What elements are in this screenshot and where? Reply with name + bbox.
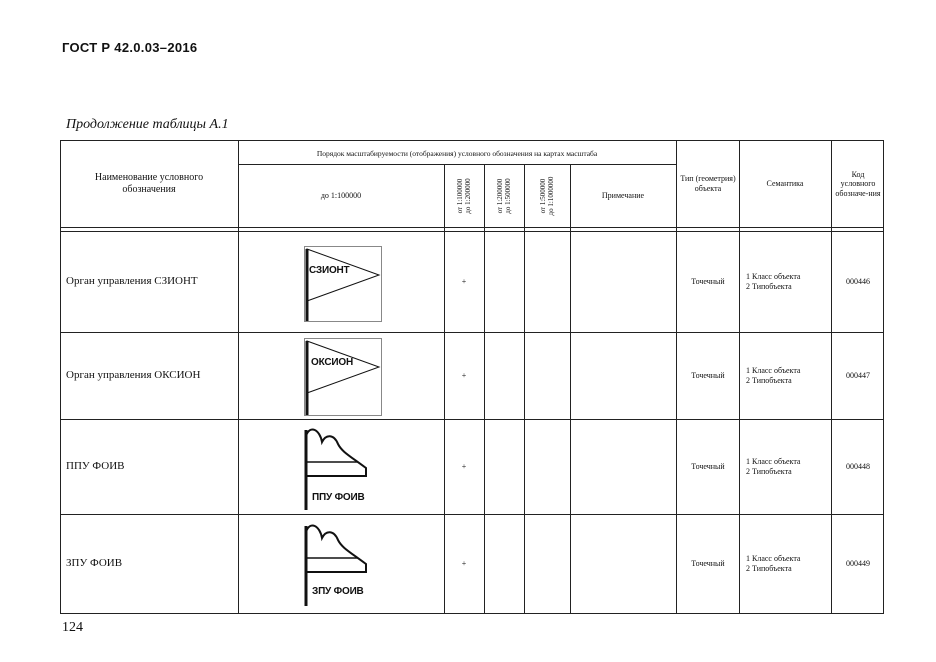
row-2-geometry: Точечный: [691, 371, 725, 381]
row-4-symbol: [300, 522, 386, 606]
pennant-flag-icon: [305, 247, 381, 321]
row-2-semantics: [746, 333, 830, 419]
row-3-semantics: [746, 420, 830, 514]
row-1-code: 000446: [846, 277, 870, 287]
table-caption: Продолжение таблицы А.1: [66, 117, 229, 132]
row-1-name: Орган управления СЗИОНТ: [66, 275, 198, 288]
row-1-scale-2: +: [461, 277, 467, 287]
row-2-name: Орган управления ОКСИОН: [66, 369, 201, 382]
header-scale-2: от 1:100000 до 1:200000: [455, 178, 472, 214]
row-4-name: ЗПУ ФОИВ: [66, 557, 123, 570]
header-name: Наименование условного обозначения: [94, 172, 204, 195]
row-1-semantics: [746, 232, 830, 332]
row-4-semantics-1: 1 Класс объекта: [746, 553, 801, 563]
row-4-symbol-label: ЗПУ ФОИВ: [312, 586, 364, 597]
header-scale-4-cell: [526, 166, 568, 226]
row-2-semantics-1: 1 Класс объекта: [746, 365, 801, 375]
row-3-symbol-label: ППУ ФОИВ: [312, 492, 365, 503]
header-code: Код условного обозначе-ния: [835, 169, 881, 198]
page-number: 124: [62, 620, 83, 635]
header-geometry: Тип (геометрия) объекта: [680, 174, 736, 193]
header-note: Примечание: [601, 191, 645, 201]
row-4-semantics: [746, 515, 830, 613]
row-2-code: 000447: [846, 371, 870, 381]
row-1-geometry: Точечный: [691, 277, 725, 287]
row-3-semantics-2: 2 Типобъекта: [746, 467, 792, 476]
symbols-table: [60, 140, 884, 614]
row-3-name: ППУ ФОИВ: [66, 460, 125, 473]
header-scale-1: до 1:100000: [320, 191, 362, 201]
row-4-scale-2: +: [461, 559, 467, 569]
row-2-symbol: [304, 338, 382, 416]
document-standard-header: ГОСТ Р 42.0.03–2016: [62, 40, 198, 55]
row-1-semantics-1: 1 Класс объекта: [746, 271, 801, 281]
row-1-semantics-2: 2 Типобъекта: [746, 282, 792, 291]
header-scale-3: от 1:200000 до 1:500000: [495, 178, 512, 214]
header-scale-3-cell: [486, 166, 522, 226]
row-3-geometry: Точечный: [691, 462, 725, 472]
row-2-scale-2: +: [461, 371, 467, 381]
row-2-symbol-label: ОКСИОН: [311, 357, 353, 368]
header-scale-2-cell: [446, 166, 482, 226]
row-1-symbol: [304, 246, 382, 322]
pennant-flag-icon: [305, 339, 381, 415]
row-3-semantics-1: 1 Класс объекта: [746, 456, 801, 466]
row-3-scale-2: +: [461, 462, 467, 472]
row-2-semantics-2: 2 Типобъекта: [746, 376, 792, 385]
row-4-semantics-2: 2 Типобъекта: [746, 564, 792, 573]
row-3-symbol: [300, 426, 386, 510]
row-4-geometry: Точечный: [691, 559, 725, 569]
row-4-code: 000449: [846, 559, 870, 569]
row-1-symbol-label: СЗИОНТ: [309, 265, 350, 276]
header-semantics: Семантика: [766, 179, 804, 189]
row-3-code: 000448: [846, 462, 870, 472]
header-scale-group: Порядок масштабируемости (отображения) условного обозначения на картах масштаба: [316, 148, 598, 158]
header-scale-4: от 1:500000 до 1:1000000: [538, 176, 555, 216]
